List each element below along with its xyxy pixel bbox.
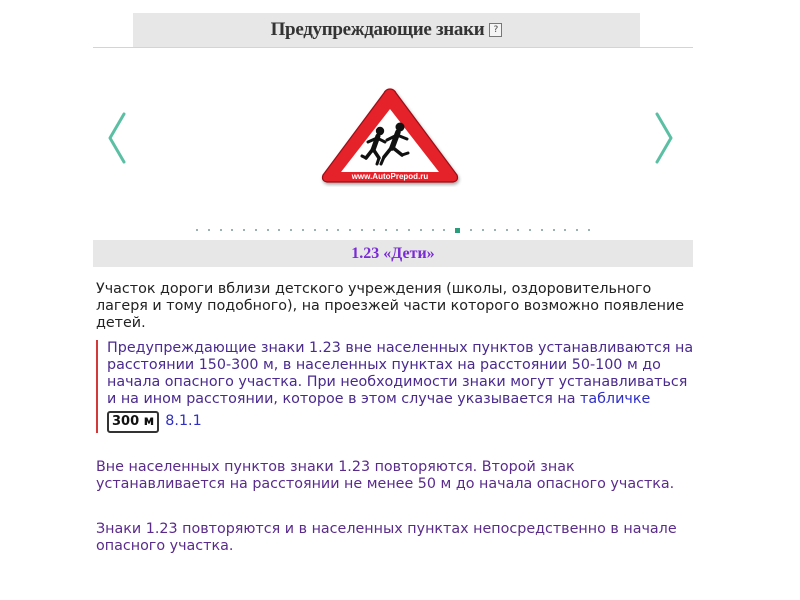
sign-description: Участок дороги вблизи детского учреждения (школы, оздоровительного лагеря и тому подобного), на проезжей части которого возможно появление детей.: [96, 281, 685, 331]
chevron-right-icon[interactable]: [652, 110, 676, 166]
watermark-text: www.AutoPrepod.ru: [351, 172, 429, 181]
pagination-dot[interactable]: [220, 229, 222, 231]
pagination-dot[interactable]: [576, 229, 578, 231]
pagination-dot[interactable]: [564, 229, 566, 231]
pagination-dot[interactable]: [494, 229, 496, 231]
pagination-dot[interactable]: [278, 229, 280, 231]
chevron-left-icon[interactable]: [105, 110, 129, 166]
sign-title-bar: [93, 240, 693, 267]
repeat-inside-paragraph: Знаки 1.23 повторяются и в населенных пунктах непосредственно в начале опасного участка.: [96, 521, 677, 554]
pagination-dot-active[interactable]: [455, 228, 460, 233]
children-warning-sign-image: [318, 85, 462, 187]
pagination-dot[interactable]: [314, 229, 316, 231]
pagination-dot[interactable]: [373, 229, 375, 231]
distance-plate: 300 м: [107, 411, 159, 433]
plate-link[interactable]: табличке: [580, 391, 651, 407]
pagination-dot[interactable]: [290, 229, 292, 231]
page-title: Предупреждающие знаки: [270, 19, 485, 40]
pagination-dot[interactable]: [420, 229, 422, 231]
pagination-dot[interactable]: [482, 229, 484, 231]
pagination-dot[interactable]: [196, 229, 198, 231]
pagination-dot[interactable]: [349, 229, 351, 231]
pagination-dot[interactable]: [243, 229, 245, 231]
repeat-outside-paragraph: Вне населенных пунктов знаки 1.23 повторяются. Второй знак устанавливается на расстоянии не менее 50 м до начала опасного участка.: [96, 459, 675, 492]
pagination-dot[interactable]: [506, 229, 508, 231]
pagination-dot[interactable]: [302, 229, 304, 231]
installation-note: [96, 340, 697, 433]
pagination-dot[interactable]: [326, 229, 328, 231]
pagination-dot[interactable]: [553, 229, 555, 231]
header-divider: [93, 47, 693, 48]
note-text: Предупреждающие знаки 1.23 вне населенных пунктов устанавливаются на расстоянии 150-300 м, в населенных пунктах на расстоянии 50-100 м до начала опасного участка. При необходимости знаки могут устанавливаться и на ином расстоянии, которое в этом случае указывается на: [107, 340, 694, 407]
pagination-dot[interactable]: [361, 229, 363, 231]
pagination-dot[interactable]: [529, 229, 531, 231]
pagination-dot[interactable]: [517, 229, 519, 231]
page-header: [133, 13, 640, 47]
question-mark-icon[interactable]: ?: [489, 23, 502, 37]
pagination-dot[interactable]: [396, 229, 398, 231]
pagination-dot[interactable]: [408, 229, 410, 231]
carousel-pagination: [93, 223, 693, 237]
pagination-dot[interactable]: [337, 229, 339, 231]
sign-title: 1.23 «Дети»: [351, 244, 435, 262]
pagination-dot[interactable]: [385, 229, 387, 231]
pagination-dot[interactable]: [267, 229, 269, 231]
pagination-dot[interactable]: [470, 229, 472, 231]
plate-line: [107, 409, 697, 433]
pagination-dot[interactable]: [443, 229, 445, 231]
pagination-dot[interactable]: [588, 229, 590, 231]
pagination-dot[interactable]: [255, 229, 257, 231]
plate-code-link[interactable]: 8.1.1: [165, 412, 202, 429]
pagination-dot[interactable]: [541, 229, 543, 231]
pagination-dot[interactable]: [432, 229, 434, 231]
pagination-dot[interactable]: [208, 229, 210, 231]
pagination-dot[interactable]: [231, 229, 233, 231]
